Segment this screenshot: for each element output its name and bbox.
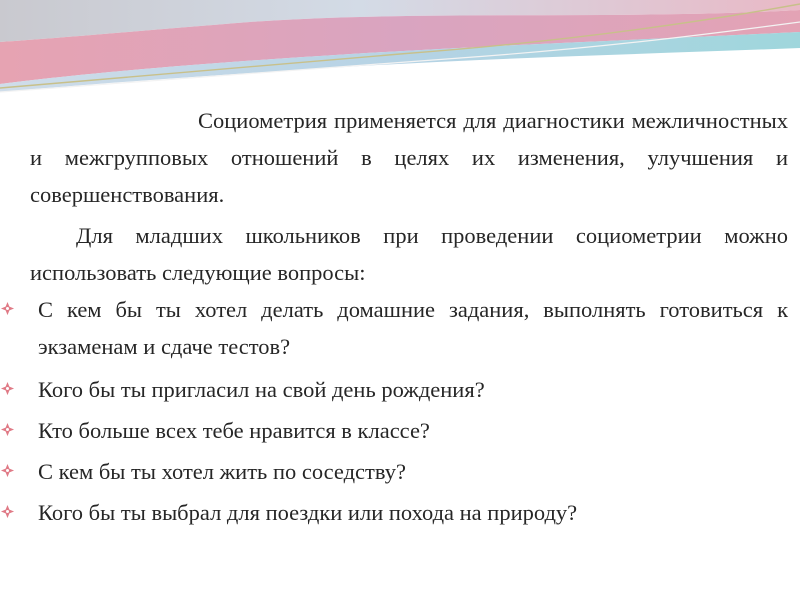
question-text: С кем бы ты хотел делать домашние задания, выполнять готовиться к экзаменам и сдаче тестов?	[38, 297, 788, 359]
questions-list	[30, 291, 788, 531]
question-text: С кем бы ты хотел жить по соседству?	[38, 459, 406, 484]
diamond-flower-icon	[0, 381, 15, 396]
diamond-flower-icon	[0, 463, 15, 478]
list-item	[30, 494, 788, 531]
question-text: Кого бы ты выбрал для поездки или похода на природу?	[38, 500, 578, 525]
list-item	[30, 453, 788, 490]
list-item	[30, 371, 788, 408]
header-wave-decoration	[0, 0, 800, 100]
intro-paragraph: Социометрия применяется для диагностики межличностных и межгрупповых отношений в целях их изменения, улучшения и совершенствования.	[30, 108, 788, 207]
diamond-flower-icon	[0, 504, 15, 519]
questions-intro-paragraph: Для младших школьников при проведении социометрии можно использовать следующие вопросы:	[30, 223, 788, 285]
question-text: Кто больше всех тебе нравится в классе?	[38, 418, 430, 443]
list-item	[30, 291, 788, 365]
question-text: Кого бы ты пригласил на свой день рождения?	[38, 377, 485, 402]
diamond-flower-icon	[0, 301, 15, 316]
list-item	[30, 412, 788, 449]
slide-content	[30, 102, 788, 531]
diamond-flower-icon	[0, 422, 15, 437]
